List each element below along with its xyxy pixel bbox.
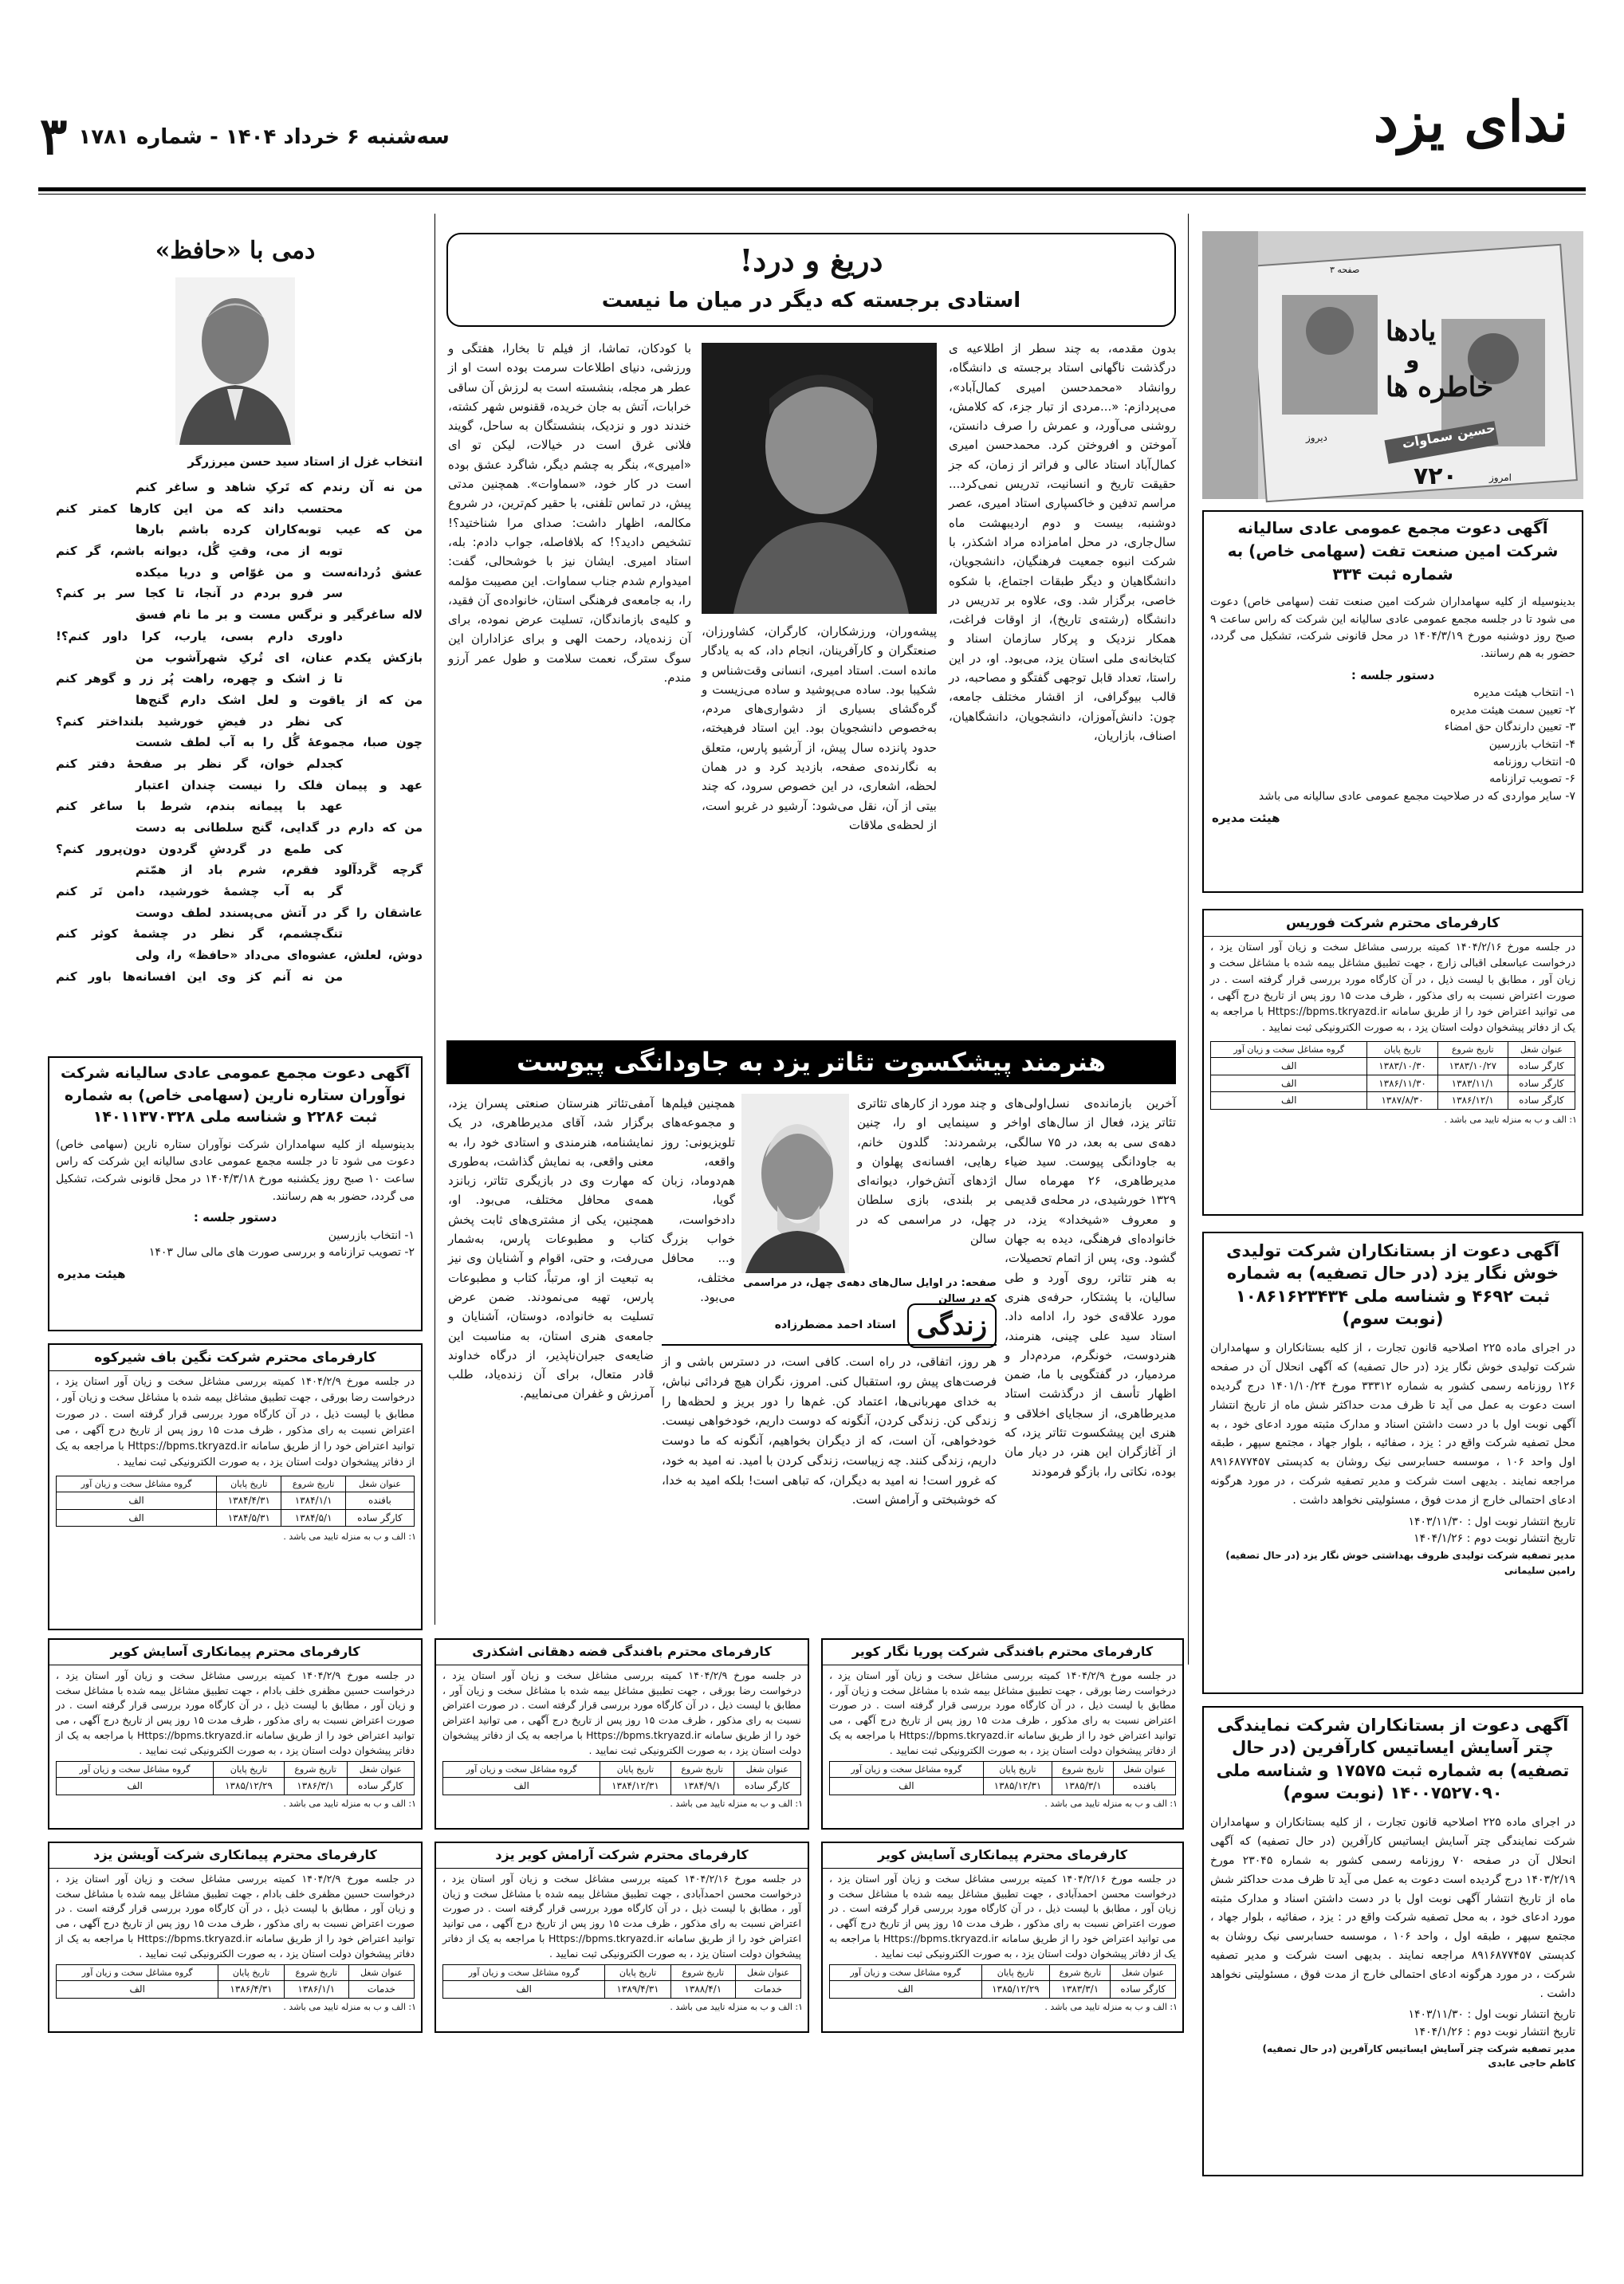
obituary-headline: دریغ و درد! — [739, 242, 883, 278]
poem-line: تنگ‌چشمم، گر نظر در چشمهٔ کوثر کنم — [56, 926, 343, 942]
table-cell: ۱۳۸۴/۵/۳۱ — [217, 1509, 281, 1527]
ad-signature-name: رامین سلیمانی — [1504, 1564, 1575, 1576]
agenda-item: ۴- انتخاب بازرسین — [1488, 738, 1575, 752]
col-header: تاریخ پایان — [214, 1762, 285, 1778]
page-number: ۳ — [40, 107, 68, 167]
ad-signature: هیئت مدیره — [1212, 810, 1280, 825]
cover-number: ۷۲۰ — [1414, 462, 1457, 490]
newspaper-logo: ندای یزد — [1373, 88, 1568, 155]
agenda-list — [1204, 685, 1582, 809]
table-cell: الف — [830, 1778, 984, 1795]
ad-body: در اجرای ماده ۲۲۵ اصلاحیه قانون تجارت ، از کلیه بستانکاران و سهامداران شرکت نمایندگی چتر آسایش ایساتیس کارآفرین (در حال تصفیه) که آگهی انحلال آن در صفحه ۷۰ روزنامه رسمی کشور به شماره ۲۳۰۴۵ مورخ ۱۴۰۳/۲/۱۹ درج گردیده است دعوت به عمل می آید تا ظرف مدت حداکثر شش ماه از تاریخ انتشار آگهی نوبت اول با در دست داشتن اسناد و مدارک مثبته مورد ادعای خود ، به محل تصفیه شرکت واقع در : یزد ، صفائیه ، بلوار جهاد ، مجتمع سپهر ، طبقه اول ، واحد ۱۰۶ ، موسسه حسابرسی نیک روشان به کدپستی ۸۹۱۶۸۷۷۴۵۷ مراجعه نمایند . بدیهی است شرکت و مدیر تصفیه شرکت ، در مورد هرگونه ادعای احتمالی خارج از مدت فوق ، مسئولیتی نخواهد داشت . — [1210, 1816, 1576, 2000]
obituary-portrait — [702, 343, 937, 614]
ad-table-wrap — [49, 1964, 421, 1999]
ad-table-wrap — [823, 1964, 1182, 1999]
poem-line: من نه آنم کز وی این افسانه‌ها باور کنم — [56, 969, 343, 984]
col-header: تاریخ پایان — [605, 1965, 670, 1981]
table-cell: ۱۳۸۶/۱/۱ — [284, 1981, 348, 1999]
ad-title: کارفرمای محترم شرکت آرامش کویر یزد — [436, 1843, 808, 1869]
col-header: عنوان شغل — [345, 1476, 414, 1492]
ad-note: ۱: الف و ب به منزله تایید می باشد . — [283, 1798, 416, 1809]
poem-line: من که از یاقوت و لعل اشک دارم گنج‌ها — [136, 692, 423, 707]
ad-note: ۱: الف و ب به منزله تایید می باشد . — [283, 1531, 416, 1543]
ad-avishan-yazd — [48, 1842, 423, 2033]
zendegi-author: استاد احمد مضطرزاده — [774, 1319, 896, 1332]
masthead-rule — [38, 187, 1586, 191]
col-header: تاریخ شروع — [670, 1762, 733, 1778]
table-cell: ۱۳۸۶/۱۱/۳۰ — [1367, 1075, 1437, 1092]
table-row — [443, 1981, 801, 1999]
ad-signature: مدیر تصفیه شرکت چتر آسایش ایساتیس کارآفرین (در حال تصفیه) — [1262, 2042, 1575, 2054]
ad-note: ۱: الف و ب به منزله تایید می باشد . — [1444, 1114, 1577, 1126]
theatre-col-1: آخرین بازمانده‌ی نسل‌اولی‌های تئاتر یزد، فعال از سال‌های اواخر دهه‌ی سی به بعد، در ۷۵ سالگی، به جاودانگی پیوست. سید ضیاء مدیرطاهری، ۲۶ مهرماه سال ۱۳۲۹ خورشیدی، در محله‌ی قدیمی و معروف «شیخداد» یزد، در خانواده‌ای فرهنگی، دیده به جهان گشود. وی، پس از اتمام تحصیلات، به هنر تئاتر، روی آورد و طی سالیان، با پشتکار، حرفه‌ی هنری مورد علاقه‌ی خود را، ادامه داد. استاد سید علی چینی، هنرمند، هنردوست، خونگرم، مردم‌دار و مردمیار، در گفتگویی با ما، ضمن اظهار تأسف از درگذشت استاد مدیرطاهری، از سجایای اخلاقی و هنری این پیشکسوت تئاتر یزد، که از آغازگران این هنر، در دیار مان بوده، نکاتی را، بازگو فرمودند — [1005, 1096, 1176, 1479]
portrait-graphic — [175, 277, 295, 445]
table-row — [443, 1778, 801, 1795]
col-header: تاریخ شروع — [670, 1965, 735, 1981]
agenda-item: ۵- انتخاب روزنامه — [1492, 755, 1575, 769]
zendegi-text: هر روز، اتفاقی، در راه است. کافی است، در دسترس باشی و از فرصت‌های پیش رو، استقبال کنی. امروز، نگران هیچ فردائی نباش، به خدای مهربانی‌ها، اعتماد کن. غم‌ها را دور بریز و لحظه‌ها را زندگی کن. زندگی کردن، آنگونه که دوست داریم، خودخواهی نیست. خودخواهی، آن است، که از دیگران بخواهیم، آنگونه که ما دوست داریم، زندگی کنند. چه زیباست، زندگی کردن با امید. نه امید به خود، که غرور است! نه امید به دیگران، که تباهی است! بلکه امید به خدا، که خوشبختی و آرامش است. — [662, 1354, 997, 1508]
agenda-title: دستور جلسه : — [1351, 667, 1435, 682]
ad-title: کارفرمای محترم شرکت نگین باف شیرکوه — [49, 1345, 421, 1371]
agenda-item: ۱- انتخاب هیئت مدیره — [1473, 686, 1575, 699]
ad-note: ۱: الف و ب به منزله تایید می باشد . — [283, 2001, 416, 2012]
zendegi-box — [662, 1307, 997, 1626]
ad-table-wrap — [49, 1761, 421, 1795]
table-row — [57, 1492, 415, 1510]
zendegi-title: زندگی — [907, 1303, 997, 1349]
poem-line: من که عیب توبه‌کاران کرده باشم بارها — [136, 522, 423, 537]
col-header: تاریخ پایان — [600, 1762, 671, 1778]
table-cell: ۱۳۸۷/۸/۳۰ — [1367, 1092, 1437, 1110]
col-header: تاریخ پایان — [218, 1965, 284, 1981]
col-header: تاریخ پایان — [1367, 1042, 1437, 1058]
zendegi-header — [662, 1307, 997, 1346]
table-cell: کارگر ساده — [1508, 1092, 1575, 1110]
poem-line: عشق دُردانه‌ست و من غوّاص و دریا میکده — [136, 564, 423, 580]
poem-line: عاشقان را گر در آتش می‌پسندد لطف دوست — [136, 905, 423, 920]
table-cell: ۱۳۸۴/۱۲/۳۱ — [600, 1778, 671, 1795]
ad-note: ۱: الف و ب به منزله تایید می باشد . — [670, 2001, 803, 2012]
col-header: عنوان شغل — [735, 1965, 800, 1981]
ad-asayesh-kavir-1 — [48, 1638, 423, 1830]
ad-tolidi-khosh-negar — [1202, 1232, 1583, 1694]
table-cell: الف — [1211, 1092, 1367, 1110]
theatre-col-4: آمفی‌تئاتر هنرستان صنعتی پسران یزد، برگزار شد، آقای مدیرطاهری، در یک نمایشنامه، هنرمندی و استادی خود را، به معنی واقعی، به نمایش گذاشت، به‌طوری که مهارت وی در بازیگری تئاتر، زبانزد همه‌ی محافل مختلف، می‌بود. او، همچنین، یکی از مشتری‌های ثابت پخش کتاب و مطبوعات پارس، به‌شمار می‌رفت، و حتی، اقوام و آشنایان وی نیز به تبعیت از او، مرتباً، کتاب و مطبوعات پارس، تهیه می‌نمودند. ضمن عرض تسلیت به خانواده، دوستان، آشنایان و جامعه‌ی هنری استان، به مناسبت این ضایعه‌ی جبران‌ناپذیر، از درگاه خداوند قادر متعال، برای آن زنده‌یاد، طلب آمرزش و غفران می‌نماییم. — [448, 1096, 654, 1401]
agenda-list — [49, 1228, 421, 1265]
poem-line: کی طمع در گردشِ گردون دون‌پرور کنم؟ — [56, 841, 343, 856]
table-row — [57, 1981, 415, 1999]
ad-table-wrap — [823, 1761, 1182, 1795]
col-header: عنوان شغل — [733, 1762, 800, 1778]
poet-portrait — [175, 277, 295, 445]
agenda-item: ۲- تصویب ترازنامه و بررسی صورت های مالی سال ۱۴۰۳ — [148, 1246, 415, 1260]
ad-poria-negar — [821, 1638, 1184, 1830]
table-cell: ۱۳۸۶/۱۲/۱ — [1437, 1092, 1508, 1110]
ad-signature: هیئت مدیره — [57, 1267, 126, 1282]
ad-title: کارفرمای محترم شرکت فوریس — [1204, 910, 1582, 937]
ad-aramesh-kavir — [435, 1842, 809, 2033]
ad-title: کارفرمای محترم پیمانکاری شرکت آویشن یزد — [49, 1843, 421, 1869]
table-row — [1211, 1092, 1575, 1110]
ad-table-wrap — [436, 1761, 808, 1795]
col-header: عنوان شغل — [1114, 1762, 1176, 1778]
theatre-headline-banner — [446, 1040, 1176, 1084]
ad-signature: مدیر تصفیه شرکت تولیدی ظروف بهداشتی خوش نگار یزد (در حال تصفیه) — [1225, 1549, 1575, 1561]
job-table — [829, 1761, 1176, 1795]
table-cell: ۱۳۸۳/۱۱/۱ — [1437, 1075, 1508, 1092]
col-header: عنوان شغل — [348, 1965, 414, 1981]
poem-line: لاله ساغرگیر و نرگس مست و بر ما نام فسق — [136, 607, 423, 623]
poem-line: گر به آب چشمهٔ خورشید، دامن تَر کنم — [56, 884, 343, 899]
ad-negin-baf — [48, 1343, 423, 1630]
poem-line: من که دارم در گدایی، گنج سلطانی به دست — [136, 820, 423, 835]
cover-label-right: دیروز — [1306, 432, 1327, 443]
agenda-item: ۳- تعیین دارندگان حق امضاء — [1444, 721, 1575, 734]
theatre-headline: هنرمند پیشکسوت تئاتر یزد به جاودانگی پیوست — [517, 1046, 1107, 1077]
poem-line: توبه از می، وقتِ گُل، دیوانه باشم، گر کنم — [56, 544, 343, 559]
obituary-col-3: با کودکان، تماشا، از فیلم تا بخارا، هفتگی و ورزشی، دنیای اطلاعات سرمت بوده است او از عطر هر مجله، بنشسته است به لرزش آن ساقی خرابات، آتش به جان خریده، ققنوس شهر کشته، خندند دور و نزدیک، بنشستگان به ساحل، گویند فلانی غرق است در خیالات، لیکن تو ای «امیری»، بنگر به چشم دیگر، شاگرد عشق بوده است در کار خود، «سماوات». همچنین مدتی پیش، در تماس تلفنی، با حقیر کم‌ترین، در شروع مکالمه، اظهار داشت: صدای مرا شناختید؟! تشخیص دادید؟! که بلافاصله، جواب دادم: بله، استاد امیری. ایشان نیز با خوشحالی، گفت: امیدوارم شدم جناب سماوات. این مصیبت مؤلمه را، به جامعه‌ی فرهنگی استان، خانواده‌ی آن فقید، و کلیه‌ی بازماندگان، تسلیت عرض نموده، برای آن زنده‌یاد، رحمت الهی و برای عزاداران این سوگ سترگ، نعمت سلامت و طول عمر آرزو مندم. — [448, 341, 691, 686]
ad-date-1: تاریخ انتشار نوبت اول : ۱۴۰۳/۱۱/۳۰ — [1408, 1515, 1575, 1528]
ad-navaran — [48, 1056, 423, 1331]
poem-line: کی نظر در فیضِ خورشید بلنداختر کنم؟ — [56, 714, 343, 729]
col-header: گروه مشاغل سخت و زیان آور — [830, 1762, 984, 1778]
poem-line: بازکش یکدم عنان، ای تُرکِ شهرآشوب من — [136, 650, 423, 665]
table-cell: ۱۳۸۶/۳/۱ — [284, 1778, 347, 1795]
table-cell: خدمات — [735, 1981, 800, 1999]
col-header: گروه مشاغل سخت و زیان آور — [443, 1762, 600, 1778]
ad-note: ۱: الف و ب به منزله تایید می باشد . — [1044, 1798, 1178, 1809]
ad-faris — [1202, 909, 1583, 1216]
agenda-item: ۷- سایر مواردی که در صلاحیت مجمع عمومی عادی سالیانه می باشد — [1258, 790, 1575, 804]
table-cell: الف — [1211, 1075, 1367, 1092]
issue-line: سه‌شنبه ۶ خرداد ۱۴۰۴ - شماره ۱۷۸۱ — [78, 124, 450, 149]
portrait-graphic — [702, 343, 937, 614]
cover-label-left: امروز — [1489, 472, 1512, 483]
ad-body: در جلسه مورخ ۱۴۰۴/۲/۹ کمیته بررسی مشاغل سخت و زیان آور استان یزد ، درخواست حسین مظفری خلف بادام ، جهت تطبیق مشاغل بیمه شده با مشاغل سخت و زیان آور ، مطابق با لیست ذیل ، در آن کارگاه مورد بررسی قرار گرفته است . در صورت اعتراض نسبت به رای مذکور ، ظرف مدت ۱۵ روز پس از تاریخ درج آگهی ، می توانید اعتراض خود را از طریق سامانه Https://bpms.tkryazd.ir با مراجعه به یک از دفاتر پیشخوان دولت استان یزد ، به صورت الکترونیکی ثبت نمایید . — [56, 1872, 415, 1960]
table-cell: الف — [57, 1492, 217, 1510]
table-cell: ۱۳۸۳/۱۰/۳۰ — [1367, 1058, 1437, 1075]
ad-amin-sanat — [1202, 510, 1583, 893]
table-cell: ۱۳۸۴/۱/۱ — [281, 1492, 345, 1510]
poem-line: کجدلم خوان، گر نظر بر صفحهٔ دفتر کنم — [56, 756, 343, 771]
ad-body: در جلسه مورخ ۱۴۰۴/۲/۱۶ کمیته بررسی مشاغل سخت و زیان آور استان یزد ، درخواست عباسعلی اقبالی زارچ ، جهت تطبیق مشاغل بیمه شده با مشاغل سخت و زیان آور ، مطابق با لیست ذیل ، در آن کارگاه مورد بررسی قرار گرفته است . در صورت اعتراض نسبت به رای مذکور ، ظرف مدت ۱۵ روز پس از تاریخ درج آگهی ، می توانید اعتراض خود را از طریق سامانه Https://bpms.tkryazd.ir با مراجعه به یک از دفاتر پیشخوان دولت استان یزد ، به صورت الکترونیکی ثبت نمایید . — [1210, 942, 1575, 1035]
poem-line: تا ز اشک و چهره، راهت پُر زر و گوهر کنم — [56, 671, 343, 686]
col-header: گروه مشاغل سخت و زیان آور — [57, 1965, 218, 1981]
cover-title-1: یادها — [1386, 316, 1437, 348]
table-cell: کارگر ساده — [1508, 1058, 1575, 1075]
table-cell: ۱۳۸۴/۴/۳۱ — [217, 1492, 281, 1510]
col-header: تاریخ پایان — [981, 1965, 1050, 1981]
portrait-graphic — [741, 1094, 849, 1273]
col-header: تاریخ شروع — [1050, 1965, 1111, 1981]
ad-body: بدینوسیله از کلیه سهامداران شرکت نوآوران ستاره نارین (سهامی خاص) دعوت می شود تا در جلسه مجمع عمومی عادی سالیانه این شرکت که راس ساعت ۱۰ صبح روز یکشنبه مورخ ۱۴۰۴/۳/۱۸ در محل قانونی شرکت، تشکیل می گردد، حضور به هم رسانند. — [56, 1138, 415, 1203]
table-cell: کارگر ساده — [345, 1509, 414, 1527]
masthead-rule-thin — [38, 194, 1586, 195]
cover-title-3: خاطره ها — [1386, 371, 1494, 403]
col-header: گروه مشاغل سخت و زیان آور — [1211, 1042, 1367, 1058]
ad-body: در جلسه مورخ ۱۴۰۴/۲/۹ کمیته بررسی مشاغل سخت و زیان آور استان یزد ، درخواست رضا بورقی ، جهت تطبیق مشاغل بیمه شده با مشاغل سخت و زیان آور ، مطابق با لیست ذیل ، در آن کارگاه مورد بررسی قرار گرفته است . در صورت اعتراض نسبت به رای مذکور ، ظرف مدت ۱۵ روز پس از تاریخ درج آگهی ، می توانید اعتراض خود را از طریق سامانه Https://bpms.tkryazd.ir با مراجعه به یک از دفاتر پیشخوان دولت استان یزد ، به صورت الکترونیکی ثبت نمایید . — [829, 1669, 1177, 1756]
col-header: تاریخ شروع — [281, 1476, 345, 1492]
col-header: تاریخ شروع — [1437, 1042, 1508, 1058]
ad-body: در جلسه مورخ ۱۴۰۴/۲/۹ کمیته بررسی مشاغل سخت و زیان آور استان یزد ، درخواست حسین مظفری خلف بادام ، جهت تطبیق مشاغل بیمه شده با مشاغل سخت و زیان آور ، مطابق با لیست ذیل ، در آن کارگاه مورد بررسی قرار گرفته است . در صورت اعتراض نسبت به رای مذکور ، ظرف مدت ۱۵ روز پس از تاریخ درج آگهی ، می توانید اعتراض خود را از طریق سامانه Https://bpms.tkryazd.ir با مراجعه به یک از دفاتر پیشخوان دولت استان یزد ، به صورت الکترونیکی ثبت نمایید . — [56, 1669, 415, 1756]
ad-body: در جلسه مورخ ۱۴۰۴/۲/۱۶ کمیته بررسی مشاغل سخت و زیان آور استان یزد ، درخواست محسن احمدآبادی ، جهت تطبیق مشاغل بیمه شده با مشاغل سخت و زیان آور ، مطابق با لیست ذیل ، در آن کارگاه مورد بررسی قرار گرفته است . در صورت اعتراض نسبت به رای مذکور ، ظرف مدت ۱۵ روز پس از تاریخ درج آگهی ، می توانید اعتراض خود را از طریق سامانه Https://bpms.tkryazd.ir با مراجعه به یک از دفاتر پیشخوان دولت استان یزد ، به صورت الکترونیکی ثبت نمایید . — [829, 1872, 1177, 1960]
obituary-col-2: پیشه‌وران، ورزشکاران، کارگران، کشاورزان، صنعتگران و کارآفرینان، انجام داد، که به یادگار مانده است. استاد امیری، انسانی وقت‌شناس و شکیبا بود. ساده می‌پوشید و ساده می‌زیست و گره‌گشای بسیاری از دشواری‌های مردم، به‌خصوص دانشجویان بود. این استاد فرهیخته، حدود پانزده سال پیش، از آرشیو پارس، متعلق به نگارنده‌ی صفحه، بازدید کرد و در همان لحظه، اشعاری، در این خصوص سرود، که چند بیتی از آن، نقل می‌شود: آرشیو در غربو است، از لحظه‌ی ملاقات — [702, 624, 937, 832]
agenda-item: ۱- انتخاب بازرسین — [328, 1228, 415, 1242]
poem-line: من نه آن رندم که تَرکِ شاهد و ساغر کنم — [136, 480, 423, 494]
ad-title: کارفرمای محترم پیمانکاری آسایش کویر — [49, 1640, 421, 1665]
poem-line: عهد و پیمان فلک را نیست چندان اعتبار — [136, 777, 423, 792]
table-cell: الف — [830, 1981, 982, 1999]
theatre-col-2: و چند مورد از کارهای تئاتری و سینمایی او را، چنین برشمردند: گلدون خانم، رهایی، افسانه‌ی پهلوان و اژدهای آتش‌خوار، دیوانه‌ای بر بلندی، بازی سلطان چهل، در مراسمی که در سالن — [857, 1096, 997, 1247]
poem-line: محتسب داند که من این کارها کمتر کنم — [56, 501, 343, 516]
col-header: تاریخ شروع — [284, 1965, 348, 1981]
hafez-caption: انتخاب غزل از استاد سید حسن میرزرگر — [187, 454, 423, 469]
ad-date-2: تاریخ انتشار نوبت دوم : ۱۴۰۴/۱/۲۶ — [1414, 2026, 1575, 2039]
ad-note: ۱: الف و ب به منزله تایید می باشد . — [1044, 2001, 1178, 2012]
table-cell: کارگر ساده — [1111, 1981, 1176, 1999]
ad-fezzeh-eshkezari — [435, 1638, 809, 1830]
col-header: گروه مشاغل سخت و زیان آور — [830, 1965, 982, 1981]
table-row — [1211, 1058, 1575, 1075]
table-cell: کارگر ساده — [347, 1778, 414, 1795]
cover-page-label: صفحه ۳ — [1330, 265, 1360, 275]
ad-note: ۱: الف و ب به منزله تایید می باشد . — [670, 1798, 803, 1809]
col-header: تاریخ پایان — [983, 1762, 1052, 1778]
table-cell: کارگر ساده — [733, 1778, 800, 1795]
col-header: تاریخ پایان — [217, 1476, 281, 1492]
ad-title: کارفرمای محترم بافندگی شرکت پوریا نگار کویر — [823, 1640, 1182, 1665]
agenda-item: ۶- تصویب ترازنامه — [1489, 772, 1575, 786]
ad-body: در جلسه مورخ ۱۴۰۴/۲/۱۶ کمیته بررسی مشاغل سخت و زیان آور استان یزد ، درخواست محسن احمدآبادی ، جهت تطبیق مشاغل بیمه شده با مشاغل سخت و زیان آور ، مطابق با لیست ذیل ، در آن کارگاه مورد بررسی قرار گرفته است . در صورت اعتراض نسبت به رای مذکور ، ظرف مدت ۱۵ روز پس از تاریخ درج آگهی ، می توانید اعتراض خود را از طریق سامانه Https://bpms.tkryazd.ir با مراجعه به یک از دفاتر پیشخوان دولت استان یزد ، به صورت الکترونیکی ثبت نمایید . — [442, 1872, 802, 1960]
job-table — [56, 1964, 415, 1999]
hafez-poem — [56, 477, 423, 988]
column-divider — [1188, 214, 1189, 1665]
ad-title: کارفرمای محترم بافندگی فضه دهقانی اشکذری — [436, 1640, 808, 1665]
table-cell: بافنده — [345, 1492, 414, 1510]
ad-table-wrap — [49, 1474, 421, 1528]
ad-table-wrap — [436, 1964, 808, 1999]
job-table — [1210, 1041, 1575, 1110]
ad-body: بدینوسیله از کلیه سهامداران شرکت امین صنعت تفت (سهامی خاص) دعوت می شود تا در جلسه مجمع عمومی عادی سالیانه این شرکت که راس ساعت ۹ صبح روز دوشنبه مورخ ۱۴۰۴/۳/۱۹ در محل قانونی شرکت، تشکیل می گردد، حضور به هم رسانند. — [1210, 596, 1575, 661]
table-cell: ۱۳۸۹/۴/۳۱ — [605, 1981, 670, 1999]
col-header: عنوان شغل — [1111, 1965, 1176, 1981]
table-row — [57, 1778, 415, 1795]
table-cell: خدمات — [348, 1981, 414, 1999]
table-row — [830, 1981, 1176, 1999]
magazine-cover-graphic — [1202, 231, 1583, 499]
agenda-item: ۲- تعیین سمت هیئت مدیره — [1449, 703, 1575, 717]
job-table — [829, 1964, 1176, 1999]
table-row — [1211, 1075, 1575, 1092]
obituary-headline-box — [446, 233, 1176, 327]
job-table — [56, 1761, 415, 1795]
col-header: گروه مشاغل سخت و زیان آور — [57, 1762, 214, 1778]
ad-asayesh-kavir-2 — [821, 1842, 1184, 2033]
ad-title: آگهی دعوت از بستانکاران شرکت نمایندگی چتر آسایش ایساتیس کارآفرین (در حال تصفیه) به شماره ثبت ۱۷۵۷۵ و شناسه ملی ۱۴۰۰۷۵۲۷۰۹۰ (نوبت سوم) — [1216, 1716, 1570, 1803]
col-header: تاریخ شروع — [284, 1762, 347, 1778]
obituary-subhead: استادی برجسته که دیگر در میان ما نیست — [601, 288, 1021, 313]
ad-body: در اجرای ماده ۲۲۵ اصلاحیه قانون تجارت ، از کلیه بستانکاران و سهامداران شرکت تولیدی خوش نگار یزد (در حال تصفیه) که آگهی انحلال آن در صفحه ۱۲۶ روزنامه رسمی کشور به شماره ۳۳۳۱۲ مورخ ۱۴۰۱/۱۰/۲۴ درج گردیده است دعوت به عمل می آید تا ظرف مدت حداکثر شش ماه از تاریخ انتشار آگهی نوبت اول با در دست داشتن اسناد و مدارک مثبته مورد ادعای خود ، به محل تصفیه شرکت واقع در : یزد ، صفائیه ، بلوار جهاد ، مجتمع سپهر ، طبقه اول واحد ۱۰۶ ، موسسه حسابرسی نیک روشان به کدپستی ۸۹۱۶۸۷۷۴۵۷ مراجعه نمایند . بدیهی است شرکت و مدیر تصفیه شرکت ، در مورد هرگونه ادعای احتمالی خارج از مدت فوق ، مسئولیتی نخواهد داشت . — [1210, 1342, 1576, 1507]
hafez-heading: دمی با «حافظ» — [155, 237, 316, 265]
col-header: تاریخ شروع — [1052, 1762, 1114, 1778]
table-cell: الف — [57, 1981, 218, 1999]
col-header: عنوان شغل — [347, 1762, 414, 1778]
table-cell: الف — [57, 1509, 217, 1527]
table-cell: ۱۳۸۸/۴/۱ — [670, 1981, 735, 1999]
obituary-col-1: بدون مقدمه، به چند سطر از اطلاعیه ی درگذشت ناگهانی استاد برجسته ی دانشگاه، روانشاد «محمدحسن امیری کمال‌آباد»، می‌پردازم: «...مردی از تبار جزء، که کلامش، روشنی می‌آورد، و عمرش را صرف دانستن، آموختن و افروختن کرد. محمدحسن امیری کمال‌آباد استاد عالی و فراتر از زمان، که جز حقیقت تاریخ و انسانیت، تدریس نمی‌کرد... مراسم تدفین و خاکسپاری استاد امیری، عصر دوشنبه، بیست و دوم اردیبهشت ماه سال‌جاری، در محل امامزاده مراد اشکذر، با شرکت انبوه جمعیت فرهنگیان، دانشجویان، دانشگاهیان و دیگر طبقات اجتماع، با شکوه خاصی، برگزار شد. وی، علاوه بر تدریس در دانشگاه (رشته‌ی تاریخ)، از اوقات فراغت، همکار نزدیک و پرکار سازمان اسناد و کتابخانه‌ی ملی استان یزد، می‌بود. او، در این راستا، تعداد قابل توجهی گفتگو و مصاحبه، در قالب بیوگرافی، از اقشار مختلف جامعه، چون: دانش‌آموزان، دانشجویان، دانشگاهیان، اصناف، بازاریان، — [949, 341, 1176, 743]
table-cell: بافنده — [1114, 1778, 1176, 1795]
table-cell: الف — [1211, 1058, 1367, 1075]
ad-chatr-asayesh — [1202, 1706, 1583, 2176]
agenda-title: دستور جلسه : — [193, 1210, 277, 1225]
magazine-cover-image — [1202, 231, 1583, 499]
table-cell: کارگر ساده — [1508, 1075, 1575, 1092]
table-cell: ۱۳۸۶/۴/۳۱ — [218, 1981, 284, 1999]
table-cell: ۱۳۸۳/۱۰/۲۷ — [1437, 1058, 1508, 1075]
ad-title: آگهی دعوت مجمع عمومی عادی سالیانه شرکت امین صنعت تفت (سهامی خاص) به شماره ثبت ۳۳۴ — [1227, 518, 1559, 584]
ad-body: در جلسه مورخ ۱۴۰۴/۲/۹ کمیته بررسی مشاغل سخت و زیان آور استان یزد ، درخواست رضا بورقی ، جهت تطبیق مشاغل بیمه شده با مشاغل سخت و زیان آور ، مطابق با لیست ذیل ، در آن کارگاه مورد بررسی قرار گرفته است . در صورت اعتراض نسبت به رای مذکور ، ظرف مدت ۱۵ روز پس از تاریخ درج آگهی ، می توانید اعتراض خود را از طریق سامانه Https://bpms.tkryazd.ir با مراجعه به یک از دفاتر پیشخوان دولت استان یزد ، به صورت الکترونیکی ثبت نمایید . — [442, 1669, 801, 1756]
ad-table-wrap — [1204, 1040, 1582, 1111]
poem-line: داوری دارم بسی، یارب، کرا داور کنم؟! — [56, 628, 343, 643]
col-header: گروه مشاغل سخت و زیان آور — [443, 1965, 605, 1981]
ad-body: در جلسه مورخ ۱۴۰۴/۲/۹ کمیته بررسی مشاغل سخت و زیان آور استان یزد ، درخواست رضا بورقی ، جهت تطبیق مشاغل بیمه شده با مشاغل سخت و زیان آور ، مطابق با لیست ذیل ، در آن کارگاه مورد بررسی قرار گرفته است . در صورت اعتراض نسبت به رای مذکور ، ظرف مدت ۱۵ روز پس از تاریخ درج آگهی ، می توانید اعتراض خود را از طریق سامانه Https://bpms.tkryazd.ir با مراجعه به یک از دفاتر پیشخوان دولت استان یزد ، به صورت الکترونیکی ثبت نمایید . — [56, 1376, 415, 1469]
job-table — [56, 1476, 415, 1527]
table-cell: ۱۳۸۵/۱۲/۲۹ — [214, 1778, 285, 1795]
table-cell: الف — [443, 1981, 605, 1999]
ad-signature-name: کاظم حاجی عابدی — [1488, 2058, 1575, 2070]
ad-title: آگهی دعوت از بستانکاران شرکت تولیدی خوش نگار یزد (در حال تصفیه) به شماره ثبت ۴۶۹۲ و شناسه ملی ۱۰۸۶۱۶۲۳۴۳۴ (نوبت سوم) — [1226, 1241, 1559, 1329]
col-header: عنوان شغل — [1508, 1042, 1575, 1058]
theatre-photo-caption: صفحه: در اوایل سال‌های دهه‌ی چهل، در مراسمی که در سالن — [743, 1277, 997, 1306]
cover-banner: حسین سماوات — [1401, 419, 1496, 452]
ad-date-2: تاریخ انتشار نوبت دوم : ۱۴۰۴/۱/۲۶ — [1414, 1532, 1575, 1546]
table-cell: ۱۳۸۵/۱۲/۲۹ — [981, 1981, 1050, 1999]
table-cell: الف — [443, 1778, 600, 1795]
theatre-portrait — [741, 1094, 849, 1273]
poem-line: گرچه گَردآلود فقرم، شرم باد از همّتم — [136, 863, 423, 878]
poem-line: سر فرو بردم در آنجا، تا کجا سر بر کنم؟ — [56, 586, 343, 601]
table-cell: ۱۳۸۴/۵/۱ — [281, 1509, 345, 1527]
ad-title: کارفرمای محترم پیمانکاری آسایش کویر — [823, 1843, 1182, 1869]
poem-line: عهد با پیمانه بندم، شرط با ساغر کنم — [56, 799, 343, 814]
table-row — [830, 1778, 1176, 1795]
table-cell: ۱۳۸۵/۳/۱ — [1052, 1778, 1114, 1795]
table-cell: ۱۳۸۵/۱۲/۳۱ — [983, 1778, 1052, 1795]
poem-line: دوش، لعلش، عشوه‌ای می‌داد «حافظ» را، ولی — [136, 948, 423, 963]
col-header: گروه مشاغل سخت و زیان آور — [57, 1476, 217, 1492]
cover-title-2: و — [1406, 347, 1420, 373]
ad-title: آگهی دعوت مجمع عمومی عادی سالیانه شرکت نوآوران ستاره نارین (سهامی خاص) به شماره ثبت ۲۲۸۶ و شناسه ملی ۱۴۰۱۱۳۷۰۳۲۸ — [61, 1064, 410, 1126]
issue-info — [40, 107, 450, 167]
theatre-col-3: همچنین فیلم‌ها و مجموعه‌های تلویزیونی: روز واقعه، هم‌دوماد، زبان گویا، دادخواست، خواب بزرگ و... محافل مختلف، می‌بود. — [662, 1096, 735, 1304]
job-table — [442, 1964, 801, 1999]
table-cell: ۱۳۸۳/۳/۱ — [1050, 1981, 1111, 1999]
table-cell: ۱۳۸۴/۹/۱ — [670, 1778, 733, 1795]
table-row — [57, 1509, 415, 1527]
ad-date-1: تاریخ انتشار نوبت اول : ۱۴۰۳/۱۱/۳۰ — [1408, 2008, 1575, 2022]
job-table — [442, 1761, 801, 1795]
table-cell: الف — [57, 1778, 214, 1795]
poem-line: چون صبا، مجموعهٔ گُل را به آب لطف شست — [136, 735, 423, 750]
